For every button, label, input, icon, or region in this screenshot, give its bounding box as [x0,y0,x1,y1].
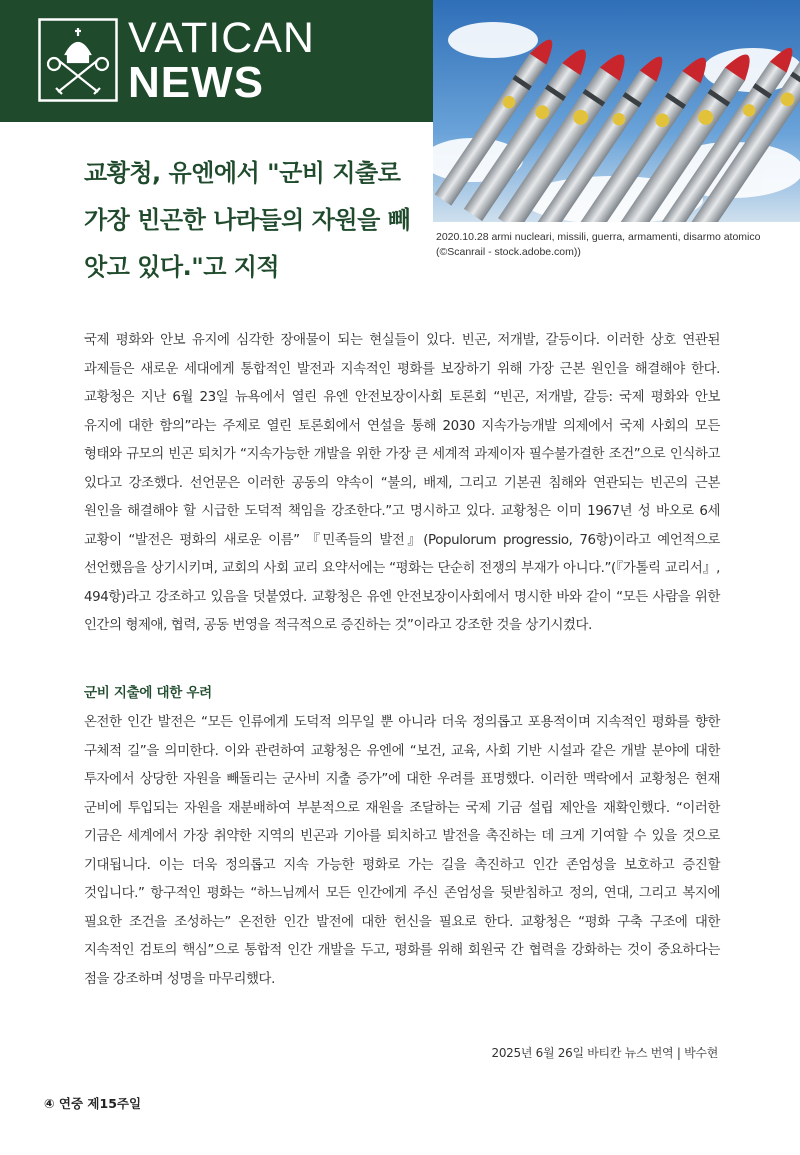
article-paragraph-2: 온전한 인간 발전은 “모든 인류에게 도덕적 의무일 뿐 아니라 더욱 정의롭고 포용적이며 지속적인 평화를 향한 구체적 길”을 의미한다. 이와 관련하여 교황청은 유엔에 “보건, 교육, 사회 기반 시설과 같은 개발 분야에 대한 투자에서 상당한 자원을 빼돌리는 군사비 지출 증가”에 대한 우려를 표명했다. 이러한 맥락에서 교황청은 현재 군비에 투입되는 자원을 재분배하여 부분적으로 재원을 조달하는 국제 기금 설립 제안을 재확인했다. “이러한 기금은 세계에서 가장 취약한 지역의 빈곤과 기아를 퇴치하고 발전을 촉진하는 데 크게 기여할 수 있을 것으로 기대됩니다. 이는 더욱 정의롭고 지속 가능한 평화로 가는 길을 촉진하고 인간 존엄성을 보호하고 증진할 것입니다.” 항구적인 평화는 “하느님께서 모든 인간에게 주신 존엄성을 뒷받침하고 정의, 연대, 그리고 복지에 필요한 조건을 조성하는” 온전한 인간 발전에 대한 헌신을 필요로 한다. 교황청은 “평화 구축 구조에 대한 지속적인 검토의 핵심”으로 통합적 인간 개발을 두고, 평화를 위해 회원국 간 협력을 강화하는 것이 중요하다는 점을 강조하며 성명을 마무리했다. [84,715,720,987]
page-number-label: ④ 연중 제15주일 [44,1096,142,1111]
papal-keys-emblem-icon [38,18,118,102]
photo-caption-line1: 2020.10.28 armi nucleari, missili, guerra, armamenti, disarmo atomico [436,231,761,243]
article-source-credit: 2025년 6월 26일 바티칸 뉴스 번역 | 박수현 [491,1046,718,1060]
article-paragraph-1: 국제 평화와 안보 유지에 심각한 장애물이 되는 현실들이 있다. 빈곤, 저개발, 갈등이다. 이러한 상호 연관된 과제들은 새로운 세대에게 통합적인 발전과 지속적인 평화를 보장하기 위해 가장 근본 원인을 해결해야 한다. 교황청은 지난 6월 23일 뉴욕에서 열린 유엔 안전보장이사회 토론회 “빈곤, 저개발, 갈등: 국제 평화와 안보 유지에 대한 함의”라는 주제로 열린 토론회에서 연설을 통해 2030 지속가능개발 의제에서 국제 사회의 모든 형태와 규모의 빈곤 퇴치가 “지속가능한 개발을 위한 가장 큰 세계적 과제이자 필수불가결한 조건”으로 인식하고 있다고 강조했다. 선언문은 이러한 공동의 약속이 “불의, 배제, 그리고 기본권 침해와 연관되는 빈곤의 근본 원인을 해결해야 할 시급한 도덕적 책임을 강조한다.”고 명시하고 있다. 교황청은 이미 1967년 성 바오로 6세 교황이 “발전은 평화의 새로운 이름” 『민족들의 발전』(Populorum progressio, 76항)이라고 예언적으로 선언했음을 상기시키며, 교회의 사회 교리 요약서에는 “평화는 단순히 전쟁의 부재가 아니다.”(『가톨릭 교리서』, 494항)라고 강조하고 있음을 덧붙였다. 교황청은 유엔 안전보장이사회에서 명시한 바와 같이 “모든 사람을 위한 인간의 형제애, 협력, 공동 번영을 적극적으로 증진하는 것”이라고 강조한 것을 상기시켰다. [84,333,720,633]
vatican-news-header [0,0,433,122]
article-headline: 교황청, 유엔에서 "군비 지출로 가장 빈곤한 나라들의 자원을 빼앗고 있다."고 지적 [84,159,411,281]
article-photo [433,0,800,222]
logo-vatican-text: VATICAN [128,14,315,62]
section-heading: 군비 지출에 대한 우려 [84,685,212,701]
logo-news-text: NEWS [128,58,264,107]
photo-caption [436,230,786,260]
missiles-photo-icon [433,0,800,222]
photo-caption-line2: (©Scanrail - stock.adobe.com)) [436,246,581,258]
